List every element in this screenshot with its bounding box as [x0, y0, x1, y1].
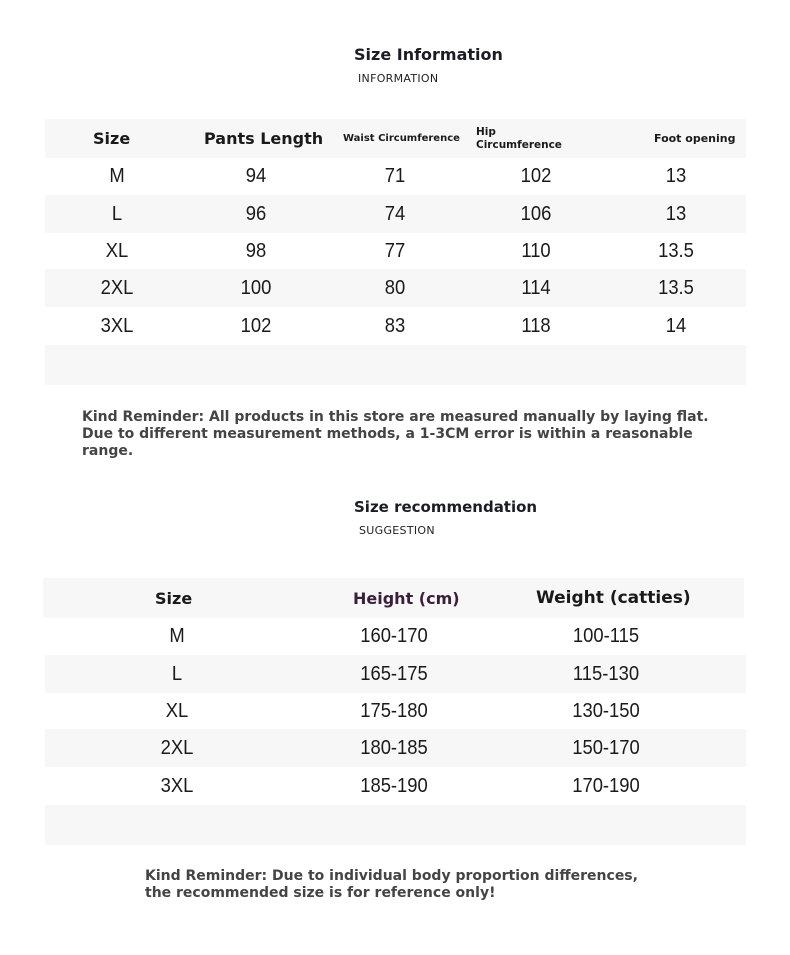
table-row [45, 195, 746, 233]
cell-waist: 71 [384, 165, 406, 187]
cell-hip: 114 [521, 276, 551, 299]
table-row [45, 233, 746, 269]
table-row [45, 269, 746, 307]
header-weight: Weight (catties) [536, 588, 691, 608]
cell-height: 165-175 [360, 662, 428, 685]
table-row [45, 655, 746, 693]
cell-height: 175-180 [360, 699, 428, 722]
size-info-header-row [45, 119, 746, 158]
recommendation-header-row [43, 578, 744, 618]
size-info-subtitle: INFORMATION [358, 72, 439, 85]
cell-weight: 115-130 [572, 662, 640, 685]
cell-pants-length: 100 [240, 276, 272, 299]
table-empty-row [45, 805, 746, 845]
cell-height: 180-185 [360, 736, 428, 759]
cell-pants-length: 102 [240, 314, 272, 337]
header-foot-opening: Foot opening [654, 132, 736, 145]
header-pants-length: Pants Length [204, 129, 324, 148]
cell-size: 2XL [160, 736, 194, 759]
cell-foot-opening: 13 [665, 165, 687, 187]
table-row [45, 618, 746, 655]
cell-foot-opening: 13 [665, 202, 687, 225]
cell-weight: 130-150 [572, 699, 640, 722]
cell-weight: 150-170 [572, 736, 640, 759]
header-waist-circumference: Waist Circumference [343, 133, 460, 144]
cell-size: 3XL [160, 774, 194, 797]
cell-pants-length: 98 [245, 239, 267, 262]
header-hip-circumference [476, 119, 562, 158]
header-hip-line2: Circumference [476, 138, 562, 151]
cell-waist: 80 [384, 276, 406, 299]
cell-foot-opening: 13.5 [658, 239, 694, 262]
cell-hip: 110 [521, 239, 551, 262]
header-hip-line1: Hip [476, 125, 496, 138]
size-info-reminder: Kind Reminder: All products in this store are measured manually by laying flat. Due to different measurement methods, a 1-3CM error is within a reasonable range. [82, 409, 709, 459]
cell-size: M [169, 625, 185, 647]
cell-height: 185-190 [360, 774, 428, 797]
cell-size: M [109, 165, 125, 187]
size-recommendation-reminder: Kind Reminder: Due to individual body proportion differences, the recommended size is for reference only! [145, 868, 638, 901]
cell-waist: 83 [384, 314, 406, 337]
cell-size: 2XL [100, 276, 134, 299]
size-info-title: Size Information [354, 45, 503, 64]
cell-waist: 74 [384, 202, 406, 225]
cell-size: XL [105, 239, 129, 262]
cell-hip: 106 [520, 202, 552, 225]
table-row [45, 767, 746, 805]
cell-waist: 77 [384, 239, 406, 262]
cell-size: XL [165, 699, 189, 722]
cell-hip: 102 [520, 165, 552, 187]
cell-hip: 118 [521, 314, 551, 337]
cell-foot-opening: 14 [665, 314, 687, 337]
header-height: Height (cm) [353, 588, 460, 608]
cell-size: L [171, 662, 183, 685]
cell-size: 3XL [100, 314, 134, 337]
cell-height: 160-170 [360, 625, 428, 647]
cell-weight: 100-115 [572, 625, 640, 647]
table-row [45, 729, 746, 767]
table-row [45, 693, 746, 729]
cell-size: L [111, 202, 123, 225]
cell-foot-opening: 13.5 [658, 276, 694, 299]
cell-pants-length: 96 [245, 202, 267, 225]
header-size: Size [155, 588, 193, 608]
cell-weight: 170-190 [572, 774, 640, 797]
cell-pants-length: 94 [245, 165, 267, 187]
table-row [45, 307, 746, 345]
size-recommendation-subtitle: SUGGESTION [359, 524, 435, 537]
table-empty-row [45, 345, 746, 385]
size-recommendation-title: Size recommendation [354, 498, 538, 516]
header-size: Size [93, 129, 131, 148]
table-row [45, 158, 746, 195]
